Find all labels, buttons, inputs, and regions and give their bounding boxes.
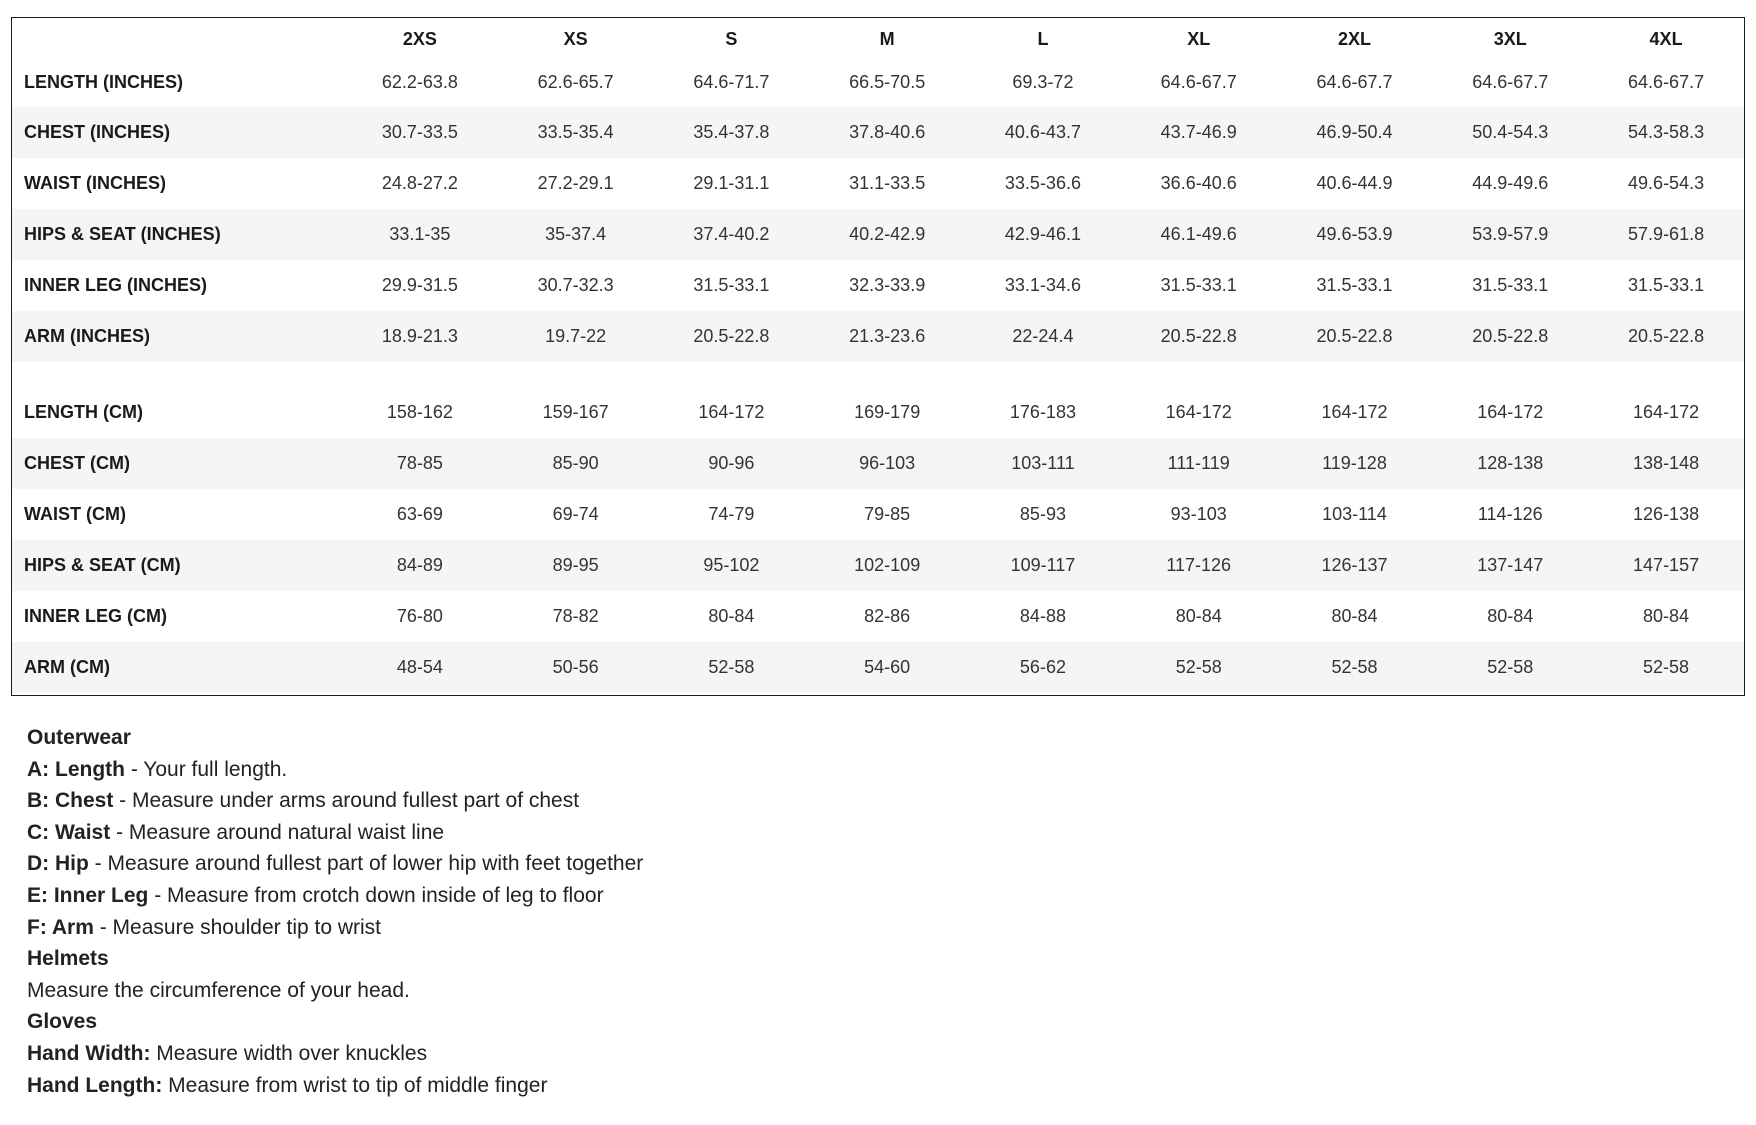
measurement-cell: 103-111 — [1011, 453, 1075, 473]
measurement-cell: 164-172 — [1321, 402, 1388, 422]
row-label: CHEST (INCHES) — [24, 122, 171, 142]
measurement-cell: 57.9-61.8 — [1628, 224, 1705, 244]
measurement-cell: 37.8-40.6 — [849, 122, 926, 142]
measurement-cell: 164-172 — [698, 402, 765, 422]
guide-term: D: Hip — [27, 852, 89, 876]
measurement-cell: 117-126 — [1166, 555, 1232, 575]
guide-item — [27, 1070, 643, 1102]
guide-description: - Measure under arms around fullest part of chest — [113, 789, 580, 813]
measurement-cell: 36.6-40.6 — [1160, 173, 1237, 193]
measurement-cell: 126-137 — [1321, 555, 1388, 575]
measurement-cell: 52-58 — [1331, 657, 1378, 677]
measurement-cell: 40.2-42.9 — [849, 224, 926, 244]
size-header: S — [725, 28, 738, 49]
measurement-cell: 48-54 — [396, 657, 443, 677]
measurement-cell: 80-84 — [1331, 606, 1378, 626]
measurement-cell: 80-84 — [708, 606, 755, 626]
guide-item — [27, 848, 643, 880]
measurement-cell: 78-85 — [396, 453, 443, 473]
section-spacer — [12, 362, 1744, 387]
header-corner — [12, 18, 342, 58]
measurement-row — [12, 591, 1744, 642]
measurement-cell: 33.5-35.4 — [537, 122, 614, 142]
measurement-cell: 40.6-44.9 — [1316, 173, 1393, 193]
size-header: XS — [563, 28, 588, 49]
measurement-cell: 93-103 — [1170, 504, 1227, 524]
helmets-text: Measure the circumference of your head. — [27, 978, 410, 1002]
measurement-cell: 158-162 — [386, 402, 453, 422]
guide-term: A: Length — [27, 757, 125, 781]
measurement-cell: 56-62 — [1019, 657, 1066, 677]
measurement-cell: 164-172 — [1633, 402, 1700, 422]
measurement-cell: 63-69 — [396, 504, 443, 524]
measurement-cell: 19.7-22 — [545, 326, 607, 346]
measurement-row — [12, 540, 1744, 591]
measurement-cell: 64.6-67.7 — [1628, 72, 1705, 92]
measurement-cell: 37.4-40.2 — [693, 224, 770, 244]
guide-item — [27, 817, 643, 849]
measurement-cell: 164-172 — [1477, 402, 1544, 422]
measurement-cell: 89-95 — [552, 555, 599, 575]
row-label: ARM (CM) — [24, 657, 110, 677]
measurement-cell: 138-148 — [1633, 453, 1700, 473]
measurement-cell: 78-82 — [552, 606, 599, 626]
measurement-cell: 35-37.4 — [545, 224, 607, 244]
measurement-cell: 20.5-22.8 — [693, 326, 770, 346]
measurement-cell: 54.3-58.3 — [1628, 122, 1705, 142]
measurement-cell: 96-103 — [859, 453, 916, 473]
measurement-cell: 33.1-34.6 — [1004, 275, 1081, 295]
measurement-row — [12, 387, 1744, 438]
gloves-heading: Gloves — [27, 1010, 98, 1034]
guide-item — [27, 754, 643, 786]
guide-description: - Measure from crotch down inside of leg to floor — [148, 883, 604, 907]
measurement-cell: 42.9-46.1 — [1004, 224, 1081, 244]
measurement-cell: 62.2-63.8 — [381, 72, 458, 92]
guide-item — [27, 785, 643, 817]
measurement-cell: 64.6-71.7 — [693, 72, 770, 92]
row-label: HIPS & SEAT (INCHES) — [24, 224, 221, 244]
row-label: CHEST (CM) — [24, 453, 130, 473]
measurement-cell: 80-84 — [1643, 606, 1690, 626]
measurement-cell: 52-58 — [1175, 657, 1222, 677]
measurement-cell: 64.6-67.7 — [1160, 72, 1237, 92]
size-header: 2XS — [402, 28, 437, 49]
row-label: WAIST (INCHES) — [24, 173, 166, 193]
guide-term: Hand Width: — [27, 1041, 151, 1065]
measurement-cell: 43.7-46.9 — [1160, 122, 1237, 142]
row-label: LENGTH (INCHES) — [24, 72, 183, 92]
measurement-cell: 159-167 — [542, 402, 609, 422]
row-label: HIPS & SEAT (CM) — [24, 555, 181, 575]
measurement-cell: 64.6-67.7 — [1316, 72, 1393, 92]
size-header: 2XL — [1337, 28, 1371, 49]
row-label: INNER LEG (CM) — [24, 606, 167, 626]
measurement-row — [12, 58, 1744, 107]
measurement-cell: 137-147 — [1477, 555, 1544, 575]
guide-term: C: Waist — [27, 820, 111, 844]
measurement-cell: 128-138 — [1477, 453, 1544, 473]
measurement-cell: 35.4-37.8 — [693, 122, 770, 142]
measurement-cell: 46.1-49.6 — [1160, 224, 1237, 244]
measurement-cell: 74-79 — [708, 504, 755, 524]
measurement-cell: 30.7-32.3 — [537, 275, 614, 295]
measurement-cell: 103-114 — [1322, 504, 1387, 524]
measurement-cell: 66.5-70.5 — [849, 72, 926, 92]
measurement-cell: 80-84 — [1487, 606, 1534, 626]
measurement-row — [12, 642, 1744, 693]
measurement-cell: 49.6-54.3 — [1628, 173, 1705, 193]
guide-description: - Measure around natural waist line — [110, 820, 445, 844]
measurement-cell: 31.5-33.1 — [1628, 275, 1705, 295]
measurement-cell: 53.9-57.9 — [1472, 224, 1549, 244]
measurement-cell: 79-85 — [864, 504, 911, 524]
measurement-cell: 24.8-27.2 — [381, 173, 458, 193]
measurement-cell: 40.6-43.7 — [1004, 122, 1081, 142]
measurement-cell: 44.9-49.6 — [1472, 173, 1549, 193]
guide-term: F: Arm — [27, 915, 94, 939]
measurement-cell: 31.1-33.5 — [849, 173, 926, 193]
measurement-cell: 22-24.4 — [1012, 326, 1074, 346]
measurement-row — [12, 438, 1744, 489]
size-header: L — [1037, 28, 1049, 49]
guide-description: Measure width over knuckles — [150, 1041, 428, 1065]
guide-term: Hand Length: — [27, 1073, 163, 1097]
guide-item — [27, 880, 643, 912]
guide-term: B: Chest — [27, 789, 114, 813]
measurement-cell: 119-128 — [1322, 453, 1387, 473]
measurement-cell: 20.5-22.8 — [1628, 326, 1705, 346]
measurement-cell: 52-58 — [1643, 657, 1690, 677]
measurement-row — [12, 489, 1744, 540]
measurement-cell: 31.5-33.1 — [1160, 275, 1237, 295]
measurement-cell: 169-179 — [854, 402, 921, 422]
measurement-cell: 20.5-22.8 — [1472, 326, 1549, 346]
measurement-cell: 33.5-36.6 — [1004, 173, 1081, 193]
measurement-cell: 32.3-33.9 — [849, 275, 926, 295]
measurement-cell: 69-74 — [552, 504, 599, 524]
measurement-cell: 80-84 — [1175, 606, 1222, 626]
measurement-cell: 76-80 — [396, 606, 443, 626]
measurement-row — [12, 158, 1744, 209]
measurement-cell: 52-58 — [708, 657, 755, 677]
measurement-guide — [27, 722, 643, 1101]
measurement-cell: 164-172 — [1165, 402, 1232, 422]
measurement-cell: 90-96 — [708, 453, 755, 473]
measurement-cell: 27.2-29.1 — [537, 173, 614, 193]
measurement-cell: 30.7-33.5 — [381, 122, 458, 142]
measurement-cell: 64.6-67.7 — [1472, 72, 1549, 92]
size-header: M — [879, 28, 895, 49]
outerwear-heading: Outerwear — [27, 726, 131, 749]
measurement-row — [12, 209, 1744, 260]
measurement-cell: 84-89 — [396, 555, 443, 575]
size-header: 4XL — [1649, 28, 1683, 49]
measurement-cell: 85-90 — [552, 453, 599, 473]
row-label: LENGTH (CM) — [24, 402, 143, 422]
size-header-row — [12, 18, 1744, 58]
guide-description: - Your full length. — [124, 757, 288, 781]
row-label: WAIST (CM) — [24, 504, 126, 524]
guide-term: E: Inner Leg — [27, 883, 149, 907]
row-label: INNER LEG (INCHES) — [24, 275, 208, 295]
guide-item — [27, 1038, 643, 1070]
measurement-cell: 82-86 — [864, 606, 911, 626]
measurement-cell: 69.3-72 — [1012, 72, 1074, 92]
measurement-cell: 21.3-23.6 — [849, 326, 926, 346]
measurement-row — [12, 107, 1744, 158]
measurement-cell: 111-119 — [1167, 453, 1230, 473]
size-header: 3XL — [1493, 28, 1527, 49]
measurement-cell: 29.1-31.1 — [693, 173, 770, 193]
measurement-cell: 176-183 — [1009, 402, 1076, 422]
measurement-cell: 50-56 — [552, 657, 599, 677]
measurement-cell: 50.4-54.3 — [1472, 122, 1549, 142]
size-chart — [11, 17, 1745, 696]
measurement-cell: 85-93 — [1019, 504, 1066, 524]
measurement-cell: 102-109 — [854, 555, 921, 575]
guide-description: - Measure around fullest part of lower hip with feet together — [88, 852, 644, 876]
measurement-cell: 54-60 — [864, 657, 911, 677]
measurement-cell: 33.1-35 — [389, 224, 451, 244]
measurement-cell: 126-138 — [1633, 504, 1700, 524]
row-label: ARM (INCHES) — [24, 326, 150, 346]
measurement-cell: 46.9-50.4 — [1316, 122, 1393, 142]
measurement-cell: 20.5-22.8 — [1316, 326, 1393, 346]
measurement-cell: 84-88 — [1019, 606, 1066, 626]
size-header: XL — [1187, 28, 1211, 49]
measurement-row — [12, 311, 1744, 362]
guide-description: Measure from wrist to tip of middle finger — [162, 1073, 548, 1097]
size-table — [12, 18, 1744, 693]
guide-item — [27, 912, 643, 944]
measurement-cell: 31.5-33.1 — [693, 275, 770, 295]
measurement-cell: 49.6-53.9 — [1316, 224, 1393, 244]
measurement-cell: 29.9-31.5 — [381, 275, 458, 295]
measurement-cell: 31.5-33.1 — [1472, 275, 1549, 295]
measurement-cell: 147-157 — [1633, 555, 1700, 575]
measurement-cell: 109-117 — [1010, 555, 1076, 575]
measurement-cell: 95-102 — [703, 555, 760, 575]
measurement-cell: 52-58 — [1487, 657, 1534, 677]
measurement-cell: 114-126 — [1477, 504, 1543, 524]
measurement-cell: 18.9-21.3 — [381, 326, 458, 346]
section-spacer-row — [12, 362, 1744, 387]
helmets-heading: Helmets — [27, 947, 109, 971]
measurement-cell: 62.6-65.7 — [537, 72, 614, 92]
measurement-cell: 20.5-22.8 — [1160, 326, 1237, 346]
guide-description: - Measure shoulder tip to wrist — [93, 915, 381, 939]
measurement-row — [12, 260, 1744, 311]
measurement-cell: 31.5-33.1 — [1316, 275, 1393, 295]
